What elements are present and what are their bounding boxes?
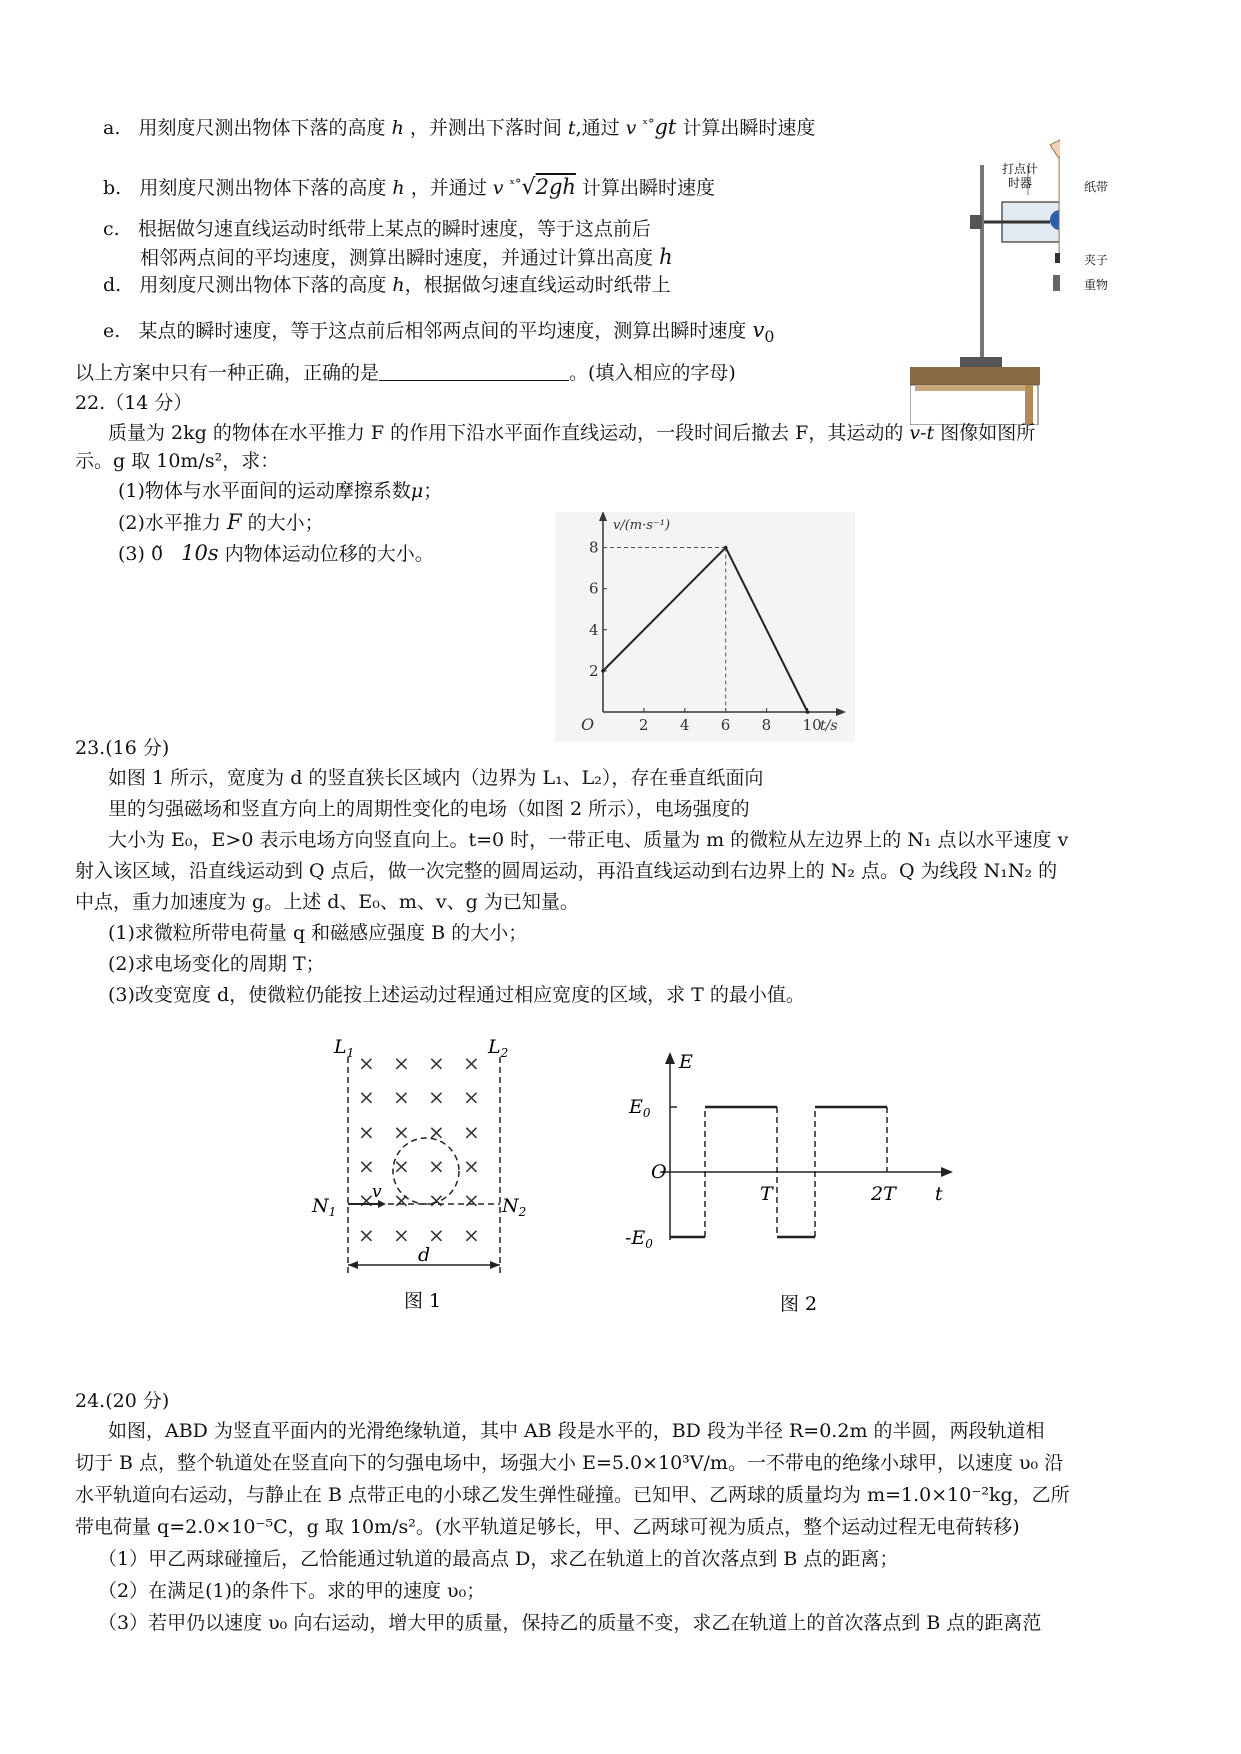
figure-1-field-region: [310, 1035, 550, 1315]
q21-option-a: a. 用刻度尺测出物体下落的高度 h ，并测出下落时间 t,通过 v $^{ˣ^\circ}$gt 计算出瞬时速度: [103, 115, 816, 139]
vt-graph: [555, 512, 855, 742]
q21-option-d: d. 用刻度尺测出物体下落的高度 h，根据做匀速直线运动时纸带上: [103, 274, 671, 296]
vt-data-point: [806, 710, 810, 714]
table-top: [910, 367, 1040, 385]
clip-icon: [1055, 253, 1060, 263]
apparatus-label-tape: 纸带: [1084, 180, 1109, 194]
x-tick-label: 10: [802, 716, 822, 734]
q24-header: 24.(20 分): [75, 1390, 170, 1412]
figure-2-E-t-graph: [625, 1050, 960, 1315]
hand-icon: [1050, 138, 1060, 161]
q24-part1: （1）甲乙两球碰撞后，乙恰能通过轨道的最高点 D，求乙在轨道上的首次落点到 B 点的距离；: [98, 1548, 899, 1570]
magnetic-field-cross-icon: ×: [428, 1051, 445, 1075]
y-tick-label: 6: [589, 579, 599, 598]
magnetic-field-cross-icon: ×: [358, 1085, 375, 1109]
table-leg: [1025, 385, 1033, 425]
magnetic-field-cross-icon: ×: [393, 1154, 410, 1178]
magnetic-field-cross-icon: ×: [358, 1120, 375, 1144]
magnetic-field-cross-icon: ×: [463, 1223, 480, 1247]
magnetic-field-cross-icon: ×: [428, 1223, 445, 1247]
label-v: v: [372, 1182, 382, 1202]
q24-stem-line1: 如图，ABD 为竖直平面内的光滑绝缘轨道，其中 AB 段是水平的，BD 段为半径 R=0.2m 的半圆，两段轨道相: [108, 1420, 1045, 1442]
q22-stem-line2: 示。g 取 10m/s²，求：: [75, 450, 280, 472]
stand-clamp: [970, 215, 982, 229]
label-t: t: [935, 1183, 943, 1205]
q23-part2: (2)求电场变化的周期 T；: [108, 953, 325, 975]
magnetic-field-cross-icon: ×: [393, 1223, 410, 1247]
label-d: d: [418, 1244, 431, 1266]
magnetic-field-cross-icon: ×: [463, 1085, 480, 1109]
q23-header: 23.(16 分): [75, 737, 170, 759]
magnetic-field-cross-icon: ×: [463, 1051, 480, 1075]
magnetic-field-cross-icon: ×: [463, 1188, 480, 1212]
vt-data-point: [601, 669, 605, 673]
stand-base: [960, 357, 1002, 367]
width-arrow-left: [348, 1261, 358, 1269]
q23-part3: (3)改变宽度 d，使微粒仍能按上述运动过程通过相应宽度的区域，求 T 的最小值。: [108, 984, 805, 1006]
magnetic-field-cross-icon: ×: [428, 1120, 445, 1144]
vt-data-point: [724, 546, 728, 550]
label-T: T: [760, 1183, 773, 1205]
label-E0: $E_0$: [629, 1096, 651, 1120]
label-E: E: [679, 1051, 693, 1073]
y-tick-label: 8: [589, 538, 599, 557]
y-tick-label: 2: [589, 661, 599, 680]
label-N2: $N_2$: [502, 1195, 527, 1219]
magnetic-field-cross-icon: ×: [428, 1188, 445, 1212]
label-negE0: $-E_0$: [625, 1227, 653, 1251]
q24-stem-line3: 水平轨道向右运动，与静止在 B 点带正电的小球乙发生弹性碰撞。已知甲、乙两球的质量均为 m=1.0×10⁻²kg，乙所: [75, 1484, 1070, 1506]
q21-answer-line: 以上方案中只有一种正确，正确的是 。(填入相应的字母): [75, 362, 736, 384]
q21-option-c-line1: c. 根据做匀速直线运动时纸带上某点的瞬时速度，等于这点前后: [103, 218, 651, 240]
weight-icon: [1053, 275, 1060, 291]
q23-stem-line4: 射入该区域，沿直线运动到 Q 点后，做一次完整的圆周运动，再沿直线运动到右边界上的 N₂ 点。Q 为线段 N₁N₂ 的: [75, 860, 1058, 882]
q23-part1: (1)求微粒所带电荷量 q 和磁感应强度 B 的大小；: [108, 922, 528, 944]
magnetic-field-cross-icon: ×: [428, 1154, 445, 1178]
t-axis-arrow: [941, 1167, 953, 1177]
label-L1: $L_1$: [334, 1036, 355, 1060]
label-L2: $L_2$: [488, 1036, 509, 1060]
stand-rod: [980, 165, 984, 357]
q22-stem-line1: 质量为 2kg 的物体在水平推力 F 的作用下沿水平面作直线运动，一段时间后撤去 F，其运动的 v-t 图像如图所: [108, 422, 1036, 444]
apparatus-label-weight: 重物: [1084, 278, 1109, 292]
x-tick-label: 6: [720, 716, 731, 734]
figure-2-caption: 图 2: [780, 1293, 818, 1315]
magnetic-field-cross-icon: ×: [393, 1120, 410, 1144]
label-N1: $N_1$: [312, 1195, 337, 1219]
magnetic-field-cross-icon: ×: [358, 1154, 375, 1178]
magnetic-field-cross-icon: ×: [393, 1085, 410, 1109]
magnetic-field-cross-icon: ×: [358, 1051, 375, 1075]
figure-1-caption: 图 1: [404, 1290, 442, 1312]
y-axis-label: v/(m·s⁻¹): [613, 518, 671, 533]
E-axis-arrow: [665, 1052, 675, 1064]
q22-part2: (2)水平推力 F 的大小；: [118, 510, 324, 534]
origin-label: O: [581, 715, 595, 734]
magnetic-field-cross-icon: ×: [463, 1120, 480, 1144]
x-axis-label: t/s: [820, 718, 838, 734]
timer-label-2: 时器: [1008, 176, 1033, 190]
x-tick-label: 4: [679, 716, 690, 734]
paper-tape: [1059, 140, 1060, 260]
apparatus-label-clip: 夹子: [1084, 253, 1109, 267]
graph-background: [555, 512, 855, 742]
magnetic-field-cross-icon: ×: [358, 1223, 375, 1247]
magnetic-field-cross-icon: ×: [463, 1154, 480, 1178]
magnetic-field-cross-icon: ×: [393, 1051, 410, 1075]
q21-option-c-line2: 相邻两点间的平均速度，测算出瞬时速度，并通过计算出高度 h: [140, 245, 673, 269]
x-tick-label: 2: [638, 716, 649, 734]
q24-part3: （3）若甲仍以速度 υ₀ 向右运动，增大甲的质量，保持乙的质量不变，求乙在轨道上的首次落点到 B 点的距离范: [98, 1612, 1042, 1634]
x-tick-label: 8: [761, 716, 772, 734]
q24-stem-line4: 带电荷量 q=2.0×10⁻⁵C，g 取 10m/s²。(水平轨道足够长，甲、乙两球可视为质点，整个运动过程无电荷转移): [75, 1516, 1020, 1538]
q22-part3: (3) 0̃ 10s 内物体运动位移的大小。: [118, 541, 434, 565]
q21-option-e: e. 某点的瞬时速度，等于这点前后相邻两点间的平均速度，测算出瞬时速度 $v_0$: [103, 318, 775, 346]
magnetic-field-cross-icon: ×: [393, 1188, 410, 1212]
magnetic-field-cross-icon: ×: [428, 1085, 445, 1109]
q23-stem-line1: 如图 1 所示，宽度为 d 的竖直狭长区域内（边界为 L₁、L₂），存在垂直纸面向: [108, 767, 764, 789]
q24-stem-line2: 切于 B 点，整个轨道处在竖直向下的匀强电场中，场强大小 E=5.0×10³V/m。一不带电的绝缘小球甲，以速度 υ₀ 沿: [75, 1452, 1064, 1474]
width-arrow-right: [490, 1261, 500, 1269]
answer-blank[interactable]: [379, 362, 569, 381]
timer-label-1: 打点计: [1002, 162, 1039, 176]
label-2T: 2T: [871, 1183, 896, 1205]
magnetic-field-cross-icon: ×: [358, 1188, 375, 1212]
free-fall-apparatus-figure: [910, 135, 1060, 425]
q23-stem-line2: 里的匀强磁场和竖直方向上的周期性变化的电场（如图 2 所示），电场强度的: [108, 798, 750, 820]
q23-stem-line3: 大小为 E₀，E>0 表示电场方向竖直向上。t=0 时，一带正电、质量为 m 的微粒从左边界上的 N₁ 点以水平速度 v: [108, 829, 1069, 851]
q21-option-b: b. 用刻度尺测出物体下落的高度 h ，并通过 v $^{ˣ^\circ}$√2gh 计算出瞬时速度: [103, 175, 715, 200]
table-shade: [915, 385, 1033, 391]
q22-part1: (1)物体与水平面间的运动摩擦系数μ；: [118, 480, 443, 502]
label-O: O: [651, 1161, 667, 1183]
q22-header: 22.（14 分）: [75, 392, 193, 414]
q23-stem-line5: 中点，重力加速度为 g。上述 d、E₀、m、v、g 为已知量。: [75, 891, 579, 913]
q24-part2: （2）在满足(1)的条件下。求的甲的速度 υ₀；: [98, 1580, 486, 1602]
y-tick-label: 4: [589, 620, 599, 639]
